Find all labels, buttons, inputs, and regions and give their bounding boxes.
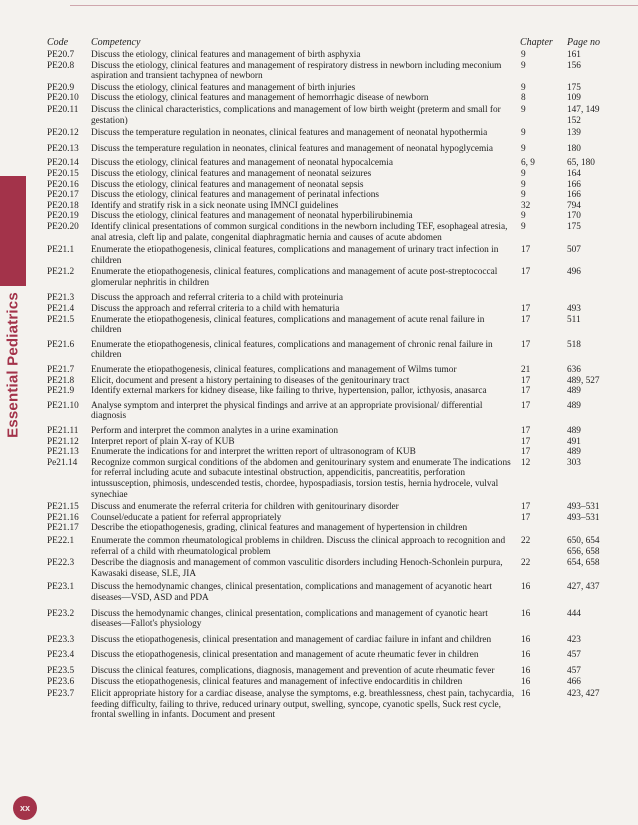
row-page: 427, 437	[567, 582, 600, 593]
header-competency: Competency	[91, 37, 141, 48]
row-chapter: 17	[521, 447, 531, 458]
row-page: 489, 527	[567, 375, 600, 386]
row-page: 444	[567, 608, 581, 619]
row-chapter: 17	[521, 314, 531, 325]
row-page: 507	[567, 245, 581, 256]
row-chapter: 9	[521, 221, 526, 232]
row-chapter: 17	[521, 386, 531, 397]
row-code: PE20.9	[47, 82, 75, 93]
row-page: 166	[567, 179, 581, 190]
row-competency: Discuss the etiopathogenesis, clinical features and management of infective endocarditis in children	[91, 677, 463, 688]
row-chapter: 9	[521, 211, 526, 222]
table-row	[0, 582, 638, 603]
row-chapter: 17	[521, 267, 531, 278]
row-page: 511	[567, 314, 581, 325]
row-chapter: 8	[521, 93, 526, 104]
row-chapter: 17	[521, 375, 531, 386]
table-row	[0, 144, 638, 155]
row-chapter: 9	[521, 179, 526, 190]
row-chapter: 17	[521, 426, 531, 436]
row-competency: Discuss the etiology, clinical features and management of neonatal hypocalcemia	[91, 158, 393, 169]
header-code: Code	[47, 37, 69, 48]
row-chapter: 17	[521, 339, 531, 350]
row-code: PE21.2	[47, 267, 75, 278]
row-competency: Enumerate the etiopathogenesis, clinical features, complications and management of Wilms tumor	[91, 365, 457, 376]
row-chapter: 16	[521, 608, 531, 619]
row-chapter: 9	[521, 143, 526, 154]
table-row	[0, 211, 638, 222]
row-chapter: 17	[521, 304, 531, 315]
table-row	[0, 502, 638, 513]
row-code: PE23.6	[47, 677, 75, 688]
row-competency: Discuss the clinical characteristics, complications and management of low birth weight (preterm and small for gestation)	[91, 104, 501, 126]
row-page: 457	[567, 650, 581, 661]
row-competency: Elicit, document and present a history pertaining to diseases of the genitourinary tract	[91, 375, 410, 386]
row-chapter: 16	[521, 650, 531, 661]
table-row	[0, 222, 638, 243]
row-competency: Enumerate the etiopathogenesis, clinical features, complications and management of acute post-streptococcal glomerular nephritis in children	[91, 267, 498, 288]
row-code: PE20.11	[47, 104, 79, 115]
row-page: 636	[567, 365, 581, 376]
competency-table	[0, 50, 638, 721]
row-page: 489	[567, 386, 581, 397]
row-code: PE21.17	[47, 523, 79, 534]
table-row	[0, 50, 638, 61]
table-row	[0, 245, 638, 266]
row-chapter: 9	[521, 82, 526, 93]
row-code: PE21.10	[47, 400, 79, 411]
row-code: PE20.18	[47, 200, 79, 211]
row-page: 489	[567, 447, 581, 458]
row-code: PE21.7	[47, 365, 75, 376]
row-page: 493–531	[567, 512, 600, 523]
row-code: PE20.12	[47, 128, 79, 139]
row-chapter: 21	[521, 365, 531, 376]
row-chapter: 9	[521, 168, 526, 179]
row-chapter: 17	[521, 512, 531, 523]
row-code: PE23.2	[47, 608, 75, 619]
row-page: 423, 427	[567, 689, 600, 700]
table-row	[0, 386, 638, 397]
row-code: PE20.17	[47, 190, 79, 201]
table-row	[0, 83, 638, 94]
row-page: 489	[567, 400, 581, 411]
row-competency: Counsel/educate a patient for referral appropriately	[91, 512, 282, 523]
row-code: PE21.3	[47, 293, 75, 304]
row-page: 175	[567, 82, 581, 93]
row-page: 109	[567, 93, 581, 104]
row-competency: Identify clinical presentations of common surgical conditions in the newborn including TEF, esophageal atresia, anal atresia, cleft lip and palate, congenital diaphragmatic hernia and causes of acute abdomen	[91, 221, 508, 243]
row-code: PE21.15	[47, 502, 79, 513]
table-row	[0, 128, 638, 139]
row-page: 170	[567, 211, 581, 222]
table-row	[0, 513, 638, 524]
row-page: 491	[567, 436, 581, 447]
row-page: 65, 180	[567, 158, 595, 169]
row-code: PE21.8	[47, 375, 75, 386]
row-code: PE20.13	[47, 143, 79, 154]
row-page: 423	[567, 634, 581, 645]
table-row	[0, 635, 638, 646]
row-competency: Discuss the hemodynamic changes, clinical presentation, complications and management of acyanotic heart diseases—VSD, ASD and PDA	[91, 582, 492, 603]
table-row	[0, 677, 638, 688]
table-row	[0, 523, 638, 534]
table-row	[0, 536, 638, 557]
row-code: PE23.5	[47, 665, 75, 676]
row-code: PE21.5	[47, 314, 75, 325]
header-page: Page no	[567, 37, 601, 48]
row-chapter: 17	[521, 245, 531, 256]
row-code: PE20.7	[47, 50, 75, 60]
row-competency: Enumerate the etiopathogenesis, clinical features, complications and management of urinary tract infection in children	[91, 245, 499, 266]
row-code: PE20.16	[47, 179, 79, 190]
row-chapter: 16	[521, 582, 531, 593]
row-page: 175	[567, 221, 581, 232]
table-row	[0, 426, 638, 437]
row-code: PE23.4	[47, 650, 75, 661]
row-page: 164	[567, 168, 581, 179]
row-code: PE21.6	[47, 339, 75, 350]
row-code: PE21.13	[47, 447, 79, 458]
row-competency: Enumerate the indications for and interpret the written report of ultrasonogram of KUB	[91, 447, 416, 458]
row-chapter: 12	[521, 457, 531, 468]
row-chapter: 9	[521, 104, 526, 115]
row-competency: Elicit appropriate history for a cardiac disease, analyse the symptoms, e.g. breathlessness, chest pain, tachycardia, feeding difficulty, failing to thrive, reduced urinary output, swelling, syncope, cyanotic spells, Suck rest cycle, frontal swelling in infants. Document and present	[91, 689, 515, 721]
row-competency: Discuss the clinical features, complications, diagnosis, management and prevention of acute rheumatic fever	[91, 665, 495, 676]
book-title-text: Essential Pediatrics	[4, 292, 22, 438]
row-chapter: 22	[521, 535, 531, 546]
table-row	[0, 267, 638, 288]
row-code: PE20.14	[47, 158, 79, 169]
row-page: 161	[567, 50, 581, 60]
row-competency: Discuss the approach and referral criteria to a child with hematuria	[91, 304, 340, 315]
table-row	[0, 650, 638, 661]
row-chapter: 16	[521, 689, 531, 700]
row-competency: Describe the etiopathogenesis, grading, clinical features and management of hypertension in children	[91, 523, 468, 534]
table-row	[0, 437, 638, 448]
table-header	[0, 37, 638, 49]
row-code: PE21.12	[47, 436, 79, 447]
table-row	[0, 447, 638, 458]
table-row	[0, 61, 638, 82]
page-number-badge	[13, 796, 37, 820]
row-page: 493–531	[567, 502, 600, 513]
row-chapter: 17	[521, 400, 531, 411]
row-competency: Interpret report of plain X-ray of KUB	[91, 436, 235, 447]
row-competency: Discuss the hemodynamic changes, clinical presentation, complications and management of cyanotic heart diseases—Fallot's physiology	[91, 608, 488, 630]
row-page: 303	[567, 457, 581, 468]
row-page: 518	[567, 339, 581, 350]
page-number: xx	[19, 803, 30, 813]
row-competency: Discuss the etiology, clinical features and management of birth injuries	[91, 82, 356, 93]
row-competency: Discuss the etiology, clinical features and management of hemorrhagic disease of newborn	[91, 93, 429, 104]
row-competency: Discuss the temperature regulation in neonates, clinical features and management of neonatal hypothermia	[91, 128, 488, 139]
table-row	[0, 169, 638, 180]
table-row	[0, 558, 638, 579]
row-page: 493	[567, 304, 581, 315]
row-chapter: 9	[521, 60, 526, 71]
row-competency: Discuss the etiology, clinical features and management of neonatal seizures	[91, 168, 372, 179]
row-competency: Describe the diagnosis and management of common vasculitic disorders including Henoch-Schonlein purpura, Kawasaki disease, SLE, JIA	[91, 558, 503, 579]
row-code: PE20.19	[47, 211, 79, 222]
row-code: PE20.15	[47, 168, 79, 179]
row-code: Pe21.14	[47, 457, 78, 468]
row-competency: Discuss the etiopathogenesis, clinical presentation and management of cardiac failure in infant and children	[91, 634, 492, 645]
row-code: PE21.11	[47, 426, 79, 436]
row-page: 496	[567, 267, 581, 278]
row-chapter: 17	[521, 502, 531, 513]
table-row	[0, 304, 638, 315]
row-code: PE23.7	[47, 689, 75, 700]
table-row	[0, 458, 638, 500]
row-page: 156	[567, 60, 581, 71]
row-competency: Discuss the temperature regulation in neonates, clinical features and management of neonatal hypoglycemia	[91, 143, 493, 154]
row-chapter: 16	[521, 665, 531, 676]
row-competency: Recognize common surgical conditions of the abdomen and genitourinary system and enumerate The indications for referral including acute and subacute intestinal obstruction, appendicitis, pancreatitis, perforation intussusception, phimosis, undescended testis, chordee, hypospadiasis, torsion testis, hernia hydrocele, vulval synechiae	[91, 457, 511, 500]
table-row	[0, 401, 638, 422]
row-chapter: 16	[521, 677, 531, 688]
row-chapter: 17	[521, 436, 531, 447]
row-page: 654, 658	[567, 558, 600, 569]
row-page: 166	[567, 190, 581, 201]
row-code: PE21.16	[47, 512, 79, 523]
table-row	[0, 609, 638, 630]
table-row	[0, 315, 638, 336]
row-code: PE21.9	[47, 386, 75, 397]
row-competency: Enumerate the etiopathogenesis, clinical features, complications and management of chronic renal failure in children	[91, 339, 493, 361]
row-competency: Perform and interpret the common analytes in a urine examination	[91, 426, 339, 436]
row-competency: Analyse symptom and interpret the physical findings and arrive at an appropriate provisional/ differential diagnosis	[91, 400, 483, 422]
row-competency: Discuss the etiology, clinical features and management of neonatal sepsis	[91, 179, 364, 190]
table-row	[0, 689, 638, 721]
row-code: PE21.1	[47, 245, 75, 256]
row-chapter: 9	[521, 50, 526, 60]
row-page: 466	[567, 677, 581, 688]
row-chapter: 22	[521, 558, 531, 569]
top-rule	[70, 5, 638, 6]
table-row	[0, 93, 638, 104]
row-chapter: 32	[521, 200, 531, 211]
header-chapter: Chapter	[520, 37, 553, 48]
row-competency: Discuss and enumerate the referral criteria for children with genitourinary disorder	[91, 502, 399, 513]
row-chapter: 9	[521, 190, 526, 201]
row-chapter: 9	[521, 128, 526, 139]
table-row	[0, 180, 638, 191]
table-row	[0, 190, 638, 201]
row-chapter: 6, 9	[521, 158, 535, 169]
row-page: 794	[567, 200, 581, 211]
row-code: PE20.8	[47, 60, 75, 71]
row-page: 147, 149 152	[567, 104, 600, 126]
row-page: 180	[567, 143, 581, 154]
row-page: 457	[567, 665, 581, 676]
table-row	[0, 340, 638, 361]
row-competency: Enumerate the etiopathogenesis, clinical features, complications and management of acute renal failure in children	[91, 314, 485, 336]
row-competency: Discuss the approach and referral criteria to a child with proteinuria	[91, 293, 343, 304]
table-row	[0, 201, 638, 212]
row-competency: Discuss the etiopathogenesis, clinical presentation and management of acute rheumatic fever in children	[91, 650, 479, 661]
table-row	[0, 376, 638, 387]
row-competency: Identify external markers for kidney disease, like failing to thrive, hypertension, pallor, icthyosis, anasarca	[91, 386, 487, 397]
row-code: PE23.3	[47, 634, 75, 645]
row-page: 650, 654 656, 658	[567, 535, 600, 557]
row-competency: Discuss the etiology, clinical features and management of perinatal infections	[91, 190, 380, 201]
row-chapter: 16	[521, 634, 531, 645]
table-row	[0, 158, 638, 169]
row-competency: Enumerate the common rheumatological problems in children. Discuss the clinical approach to recognition and referral of a child with rheumatological problem	[91, 535, 506, 557]
table-row	[0, 105, 638, 126]
table-row	[0, 365, 638, 376]
row-code: PE23.1	[47, 582, 75, 593]
row-code: PE22.3	[47, 558, 75, 569]
row-competency: Identify and stratify risk in a sick neonate using IMNCI guidelines	[91, 200, 339, 211]
row-code: PE20.10	[47, 93, 79, 104]
row-code: PE21.4	[47, 304, 75, 315]
row-code: PE22.1	[47, 535, 75, 546]
row-page: 139	[567, 128, 581, 139]
row-competency: Discuss the etiology, clinical features and management of respiratory distress in newborn including meconium aspiration and transient tachypnea of newborn	[91, 60, 502, 82]
table-row	[0, 666, 638, 677]
row-competency: Discuss the etiology, clinical features and management of birth asphyxia	[91, 50, 361, 60]
row-code: PE20.20	[47, 221, 79, 232]
row-competency: Discuss the etiology, clinical features and management of neonatal hyperbilirubinemia	[91, 211, 413, 222]
row-page: 489	[567, 426, 581, 436]
table-row	[0, 293, 638, 304]
